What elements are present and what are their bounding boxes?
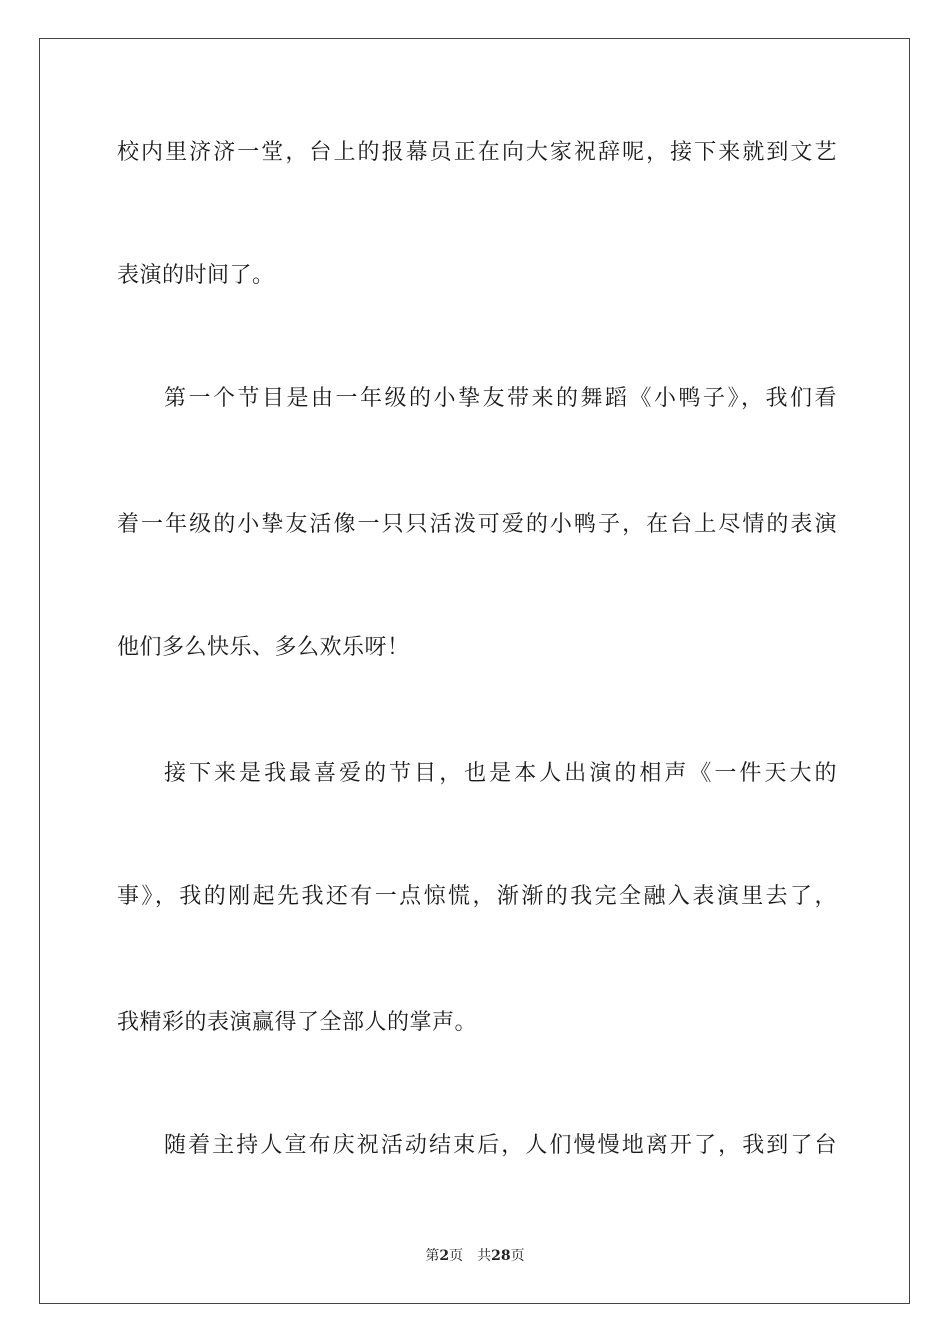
footer-total-suffix: 页: [510, 1248, 525, 1264]
footer-page-prefix: 第: [425, 1248, 440, 1264]
page-border: [39, 38, 910, 1304]
text-line-1: 校内里济济一堂，台上的报幕员正在向大家祝辞呢，接下来就到文艺: [117, 140, 837, 165]
footer-page-suffix: 页: [449, 1248, 464, 1264]
text-line-6: 接下来是我最喜爱的节目，也是本人出演的相声《一件天大的: [164, 761, 837, 786]
footer-page-number: 2: [439, 1248, 450, 1264]
footer-total-prefix: 共: [477, 1248, 492, 1264]
text-line-3: 第一个节目是由一年级的小挚友带来的舞蹈《小鸭子》，我们看: [164, 386, 837, 411]
text-line-2: 表演的时间了。: [117, 263, 275, 288]
text-line-7: 事》，我的刚起先我还有一点惊慌，渐渐的我完全融入表演里去了，: [117, 884, 837, 909]
text-line-8: 我精彩的表演赢得了全部人的掌声。: [117, 1010, 478, 1035]
text-line-4: 着一年级的小挚友活像一只只活泼可爱的小鸭子，在台上尽情的表演: [117, 512, 837, 537]
footer-total-pages: 28: [491, 1248, 511, 1264]
text-line-9: 随着主持人宣布庆祝活动结束后，人们慢慢地离开了，我到了台: [164, 1133, 837, 1158]
text-line-5: 他们多么快乐、多么欢乐呀！: [117, 635, 410, 660]
page-footer: [0, 1247, 950, 1265]
